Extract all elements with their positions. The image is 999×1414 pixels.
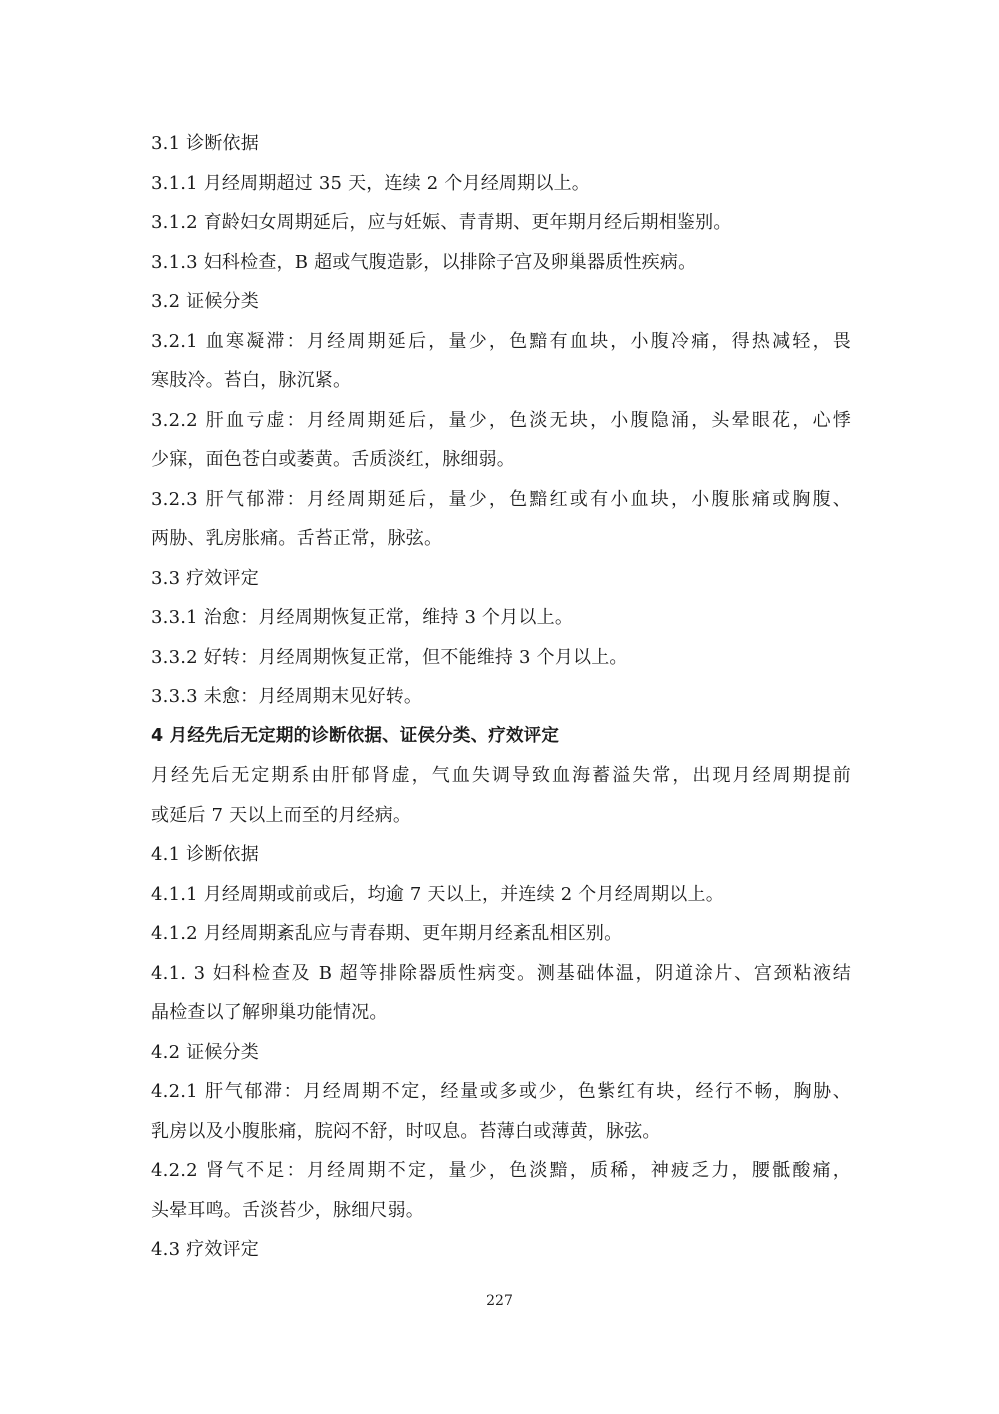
paragraph-line: 3.1.3 妇科检查，B 超或气腹造影，以排除子宫及卵巢器质性疾病。	[151, 251, 697, 273]
page-number: 227	[486, 1293, 513, 1309]
paragraph-line: 4.2.2 肾气不足：月经周期不定，量少，色淡黯，质稀，神疲乏力，腰骶酸痛，	[151, 1160, 851, 1181]
paragraph-line: 3.3.1 治愈：月经周期恢复正常，维持 3 个月以上。	[151, 607, 574, 628]
page-body	[151, 124, 851, 1270]
paragraph-line: 3.1.2 育龄妇女周期延后，应与妊娠、青青期、更年期月经后期相鉴别。	[151, 212, 732, 233]
paragraph-line: 4.1.1 月经周期或前或后，均逾 7 天以上，并连续 2 个月经周期以上。	[151, 883, 724, 905]
paragraph-line: 3.3.3 未愈：月经周期末见好转。	[151, 686, 423, 707]
paragraph-line: 或延后 7 天以上而至的月经病。	[151, 804, 412, 826]
section-heading: 3.2 证候分类	[151, 291, 259, 312]
section-heading: 4.3 疗效评定	[151, 1239, 259, 1260]
paragraph-line: 少寐，面色苍白或萎黄。舌质淡红，脉细弱。	[151, 449, 515, 470]
paragraph-line: 4.1. 3 妇科检查及 B 超等排除器质性病变。测基础体温，阴道涂片、宫颈粘液结	[151, 962, 851, 984]
section-heading: 3.1 诊断依据	[151, 133, 259, 154]
paragraph-line: 寒肢冷。苔白，脉沉紧。	[151, 370, 352, 391]
paragraph-line: 3.1.1 月经周期超过 35 天，连续 2 个月经周期以上。	[151, 172, 590, 194]
paragraph-line: 3.3.2 好转：月经周期恢复正常，但不能维持 3 个月以上。	[151, 646, 628, 668]
paragraph-line: 乳房以及小腹胀痛，脘闷不舒，时叹息。苔薄白或薄黄，脉弦。	[151, 1120, 661, 1142]
paragraph-line: 月经先后无定期系由肝郁肾虚，气血失调导致血海蓄溢失常，出现月经周期提前	[151, 765, 851, 786]
paragraph-line: 3.2.1 血寒凝滞：月经周期延后，量少，色黯有血块，小腹冷痛，得热减轻，畏	[151, 330, 851, 352]
paragraph-line: 晶检查以了解卵巢功能情况。	[151, 1002, 388, 1023]
chapter-heading: 4 月经先后无定期的诊断依据、证侯分类、疗效评定	[151, 725, 560, 746]
paragraph-line: 3.2.2 肝血亏虚：月经周期延后，量少，色淡无块，小腹隐涌，头晕眼花，心悸	[151, 409, 851, 431]
section-heading: 4.2 证候分类	[151, 1041, 259, 1063]
section-heading: 3.3 疗效评定	[151, 567, 259, 589]
paragraph-line: 4.1.2 月经周期紊乱应与青春期、更年期月经紊乱相区别。	[151, 923, 623, 944]
section-heading: 4.1 诊断依据	[151, 844, 259, 865]
paragraph-line: 头晕耳鸣。舌淡苔少，脉细尺弱。	[151, 1199, 424, 1221]
paragraph-line: 两胁、乳房胀痛。舌苔正常，脉弦。	[151, 528, 443, 549]
paragraph-line: 4.2.1 肝气郁滞：月经周期不定，经量或多或少，色紫红有块，经行不畅，胸胁、	[151, 1081, 851, 1102]
paragraph-line: 3.2.3 肝气郁滞：月经周期延后，量少，色黯红或有小血块，小腹胀痛或胸腹、	[151, 488, 851, 510]
